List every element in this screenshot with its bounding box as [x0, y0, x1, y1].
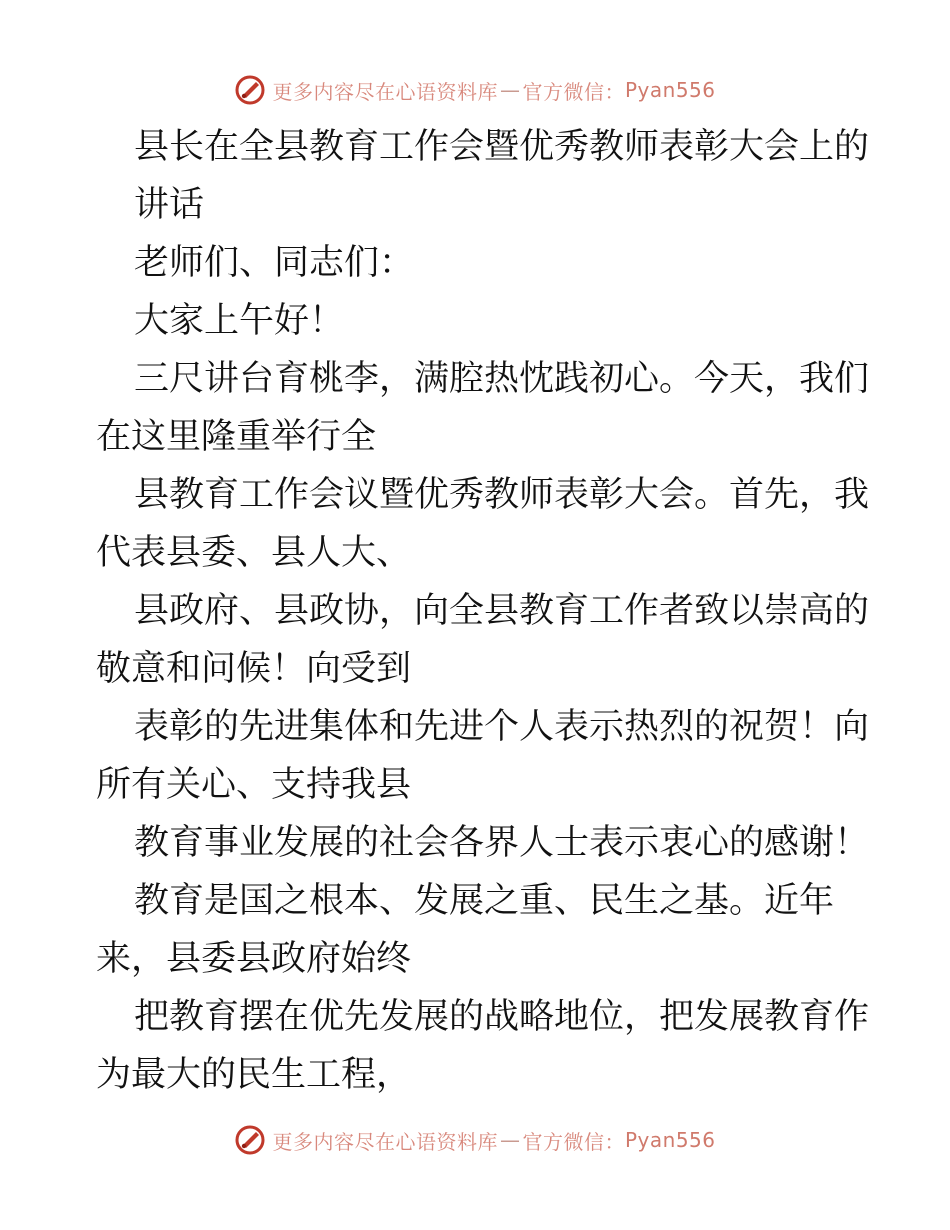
paragraph-line: 表彰的先进集体和先进个人表示热烈的祝贺！向 — [134, 707, 870, 747]
brand-logo-icon — [234, 1124, 266, 1156]
watermark-separator: — — [499, 78, 521, 102]
paragraph-line: 教育事业发展的社会各界人士表示衷心的感谢！ — [134, 823, 870, 863]
watermark-official: 官方微信： — [522, 79, 625, 104]
watermark-text: 更多内容尽在心语资料库 — [272, 1129, 498, 1154]
paragraph-line: 为最大的民生工程， — [96, 1055, 412, 1095]
watermark-text: 更多内容尽在心语资料库 — [272, 79, 498, 104]
paragraph-line: 所有关心、支持我县 — [96, 765, 412, 805]
paragraph-line: 来，县委县政府始终 — [96, 939, 412, 979]
brand-logo-icon — [234, 74, 266, 106]
greeting: 大家上午好！ — [134, 301, 345, 341]
watermark-separator: — — [499, 1128, 521, 1152]
document-body — [96, 118, 870, 1104]
paragraph-line: 把教育摆在优先发展的战略地位，把发展教育作 — [134, 997, 870, 1037]
paragraph-line: 代表县委、县人大、 — [96, 533, 412, 573]
paragraph-line: 在这里隆重举行全 — [96, 417, 377, 457]
watermark-account: Pyan556 — [624, 78, 716, 102]
paragraph-line: 县教育工作会议暨优秀教师表彰大会。首先，我 — [134, 475, 870, 515]
footer-watermark — [0, 1122, 950, 1158]
document-title-line-1: 县长在全县教育工作会暨优秀教师表彰大会上的 — [134, 127, 870, 167]
paragraph-line: 县政府、县政协，向全县教育工作者致以崇高的 — [134, 591, 870, 631]
paragraph-line: 敬意和问候！向受到 — [96, 649, 412, 689]
watermark-account: Pyan556 — [624, 1128, 716, 1152]
header-watermark — [0, 72, 950, 108]
document-title-line-2: 讲话 — [134, 185, 205, 225]
salutation: 老师们、同志们： — [134, 243, 415, 283]
watermark-official: 官方微信： — [522, 1129, 625, 1154]
paragraph-line: 教育是国之根本、发展之重、民生之基。近年 — [134, 881, 835, 921]
paragraph-line: 三尺讲台育桃李，满腔热忱践初心。今天，我们 — [134, 359, 870, 399]
